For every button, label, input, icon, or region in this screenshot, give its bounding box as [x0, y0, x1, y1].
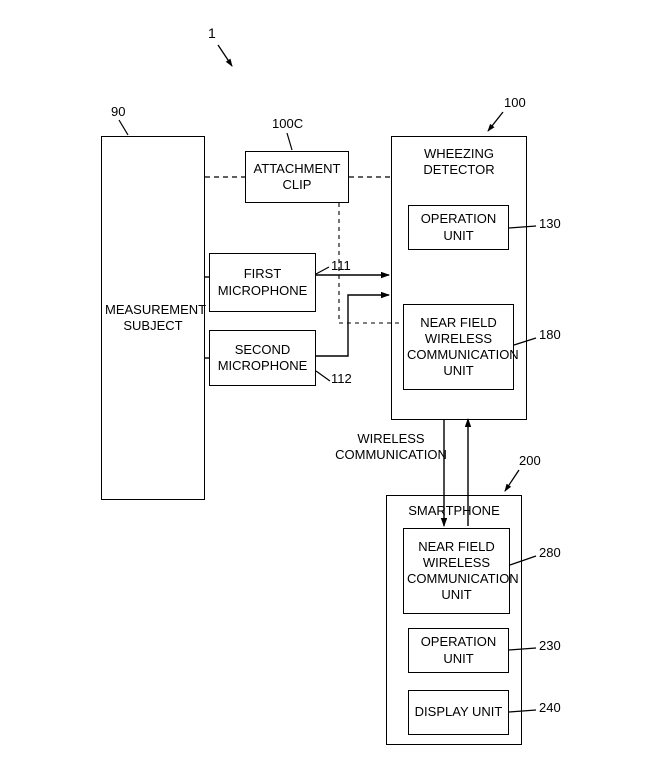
block-smartphone-label: SMARTPHONE: [408, 503, 500, 518]
block-second-microphone-label: SECOND MICROPHONE: [217, 341, 308, 373]
block-smartphone-nfc-unit-label: NEAR FIELD WIRELESS COMMUNICATION UNIT: [407, 538, 519, 603]
block-attachment-clip-label: ATTACHMENT CLIP: [253, 160, 341, 192]
block-measurement-subject-label: MEASUREMENT SUBJECT: [105, 301, 207, 333]
block-detector-operation-unit-label: OPERATION UNIT: [420, 211, 497, 243]
block-smartphone-operation-unit-label: OPERATION UNIT: [420, 634, 497, 666]
ref-smartphone: 200: [519, 453, 541, 468]
block-wheezing-detector-label: WHEEZING DETECTOR: [423, 146, 495, 178]
block-second-microphone: [209, 330, 316, 386]
ref-detector-operation-unit: 130: [539, 216, 561, 231]
block-detector-nfc-unit-label: NEAR FIELD WIRELESS COMMUNICATION UNIT: [407, 314, 519, 379]
annotation-wireless-communication: WIRELESS COMMUNICATION: [335, 431, 447, 463]
block-smartphone-nfc-unit: [403, 528, 519, 614]
ref-attachment-clip: 100C: [272, 116, 304, 131]
ref-measurement-subject: 90: [111, 104, 126, 119]
ref-wheezing-detector: 100: [504, 95, 526, 110]
block-detector-operation-unit: [408, 205, 509, 250]
block-smartphone-display-unit-label: DISPLAY UNIT: [414, 704, 503, 720]
figure-number-label: 1: [208, 25, 216, 41]
ref-first-microphone: 111: [331, 258, 351, 273]
block-smartphone-display-unit: [408, 690, 509, 735]
block-first-microphone: [209, 253, 316, 312]
ref-second-microphone: 112: [331, 371, 352, 386]
ref-smartphone-operation-unit: 230: [539, 638, 561, 653]
ref-smartphone-display-unit: 240: [539, 700, 561, 715]
block-attachment-clip: [245, 151, 349, 203]
block-detector-nfc-unit: [403, 304, 519, 390]
block-measurement-subject: [101, 136, 205, 500]
ref-smartphone-nfc-unit: 280: [539, 545, 561, 560]
block-first-microphone-label: FIRST MICROPHONE: [217, 266, 308, 298]
ref-detector-nfc-unit: 180: [539, 327, 561, 342]
block-smartphone-operation-unit: [408, 628, 509, 673]
